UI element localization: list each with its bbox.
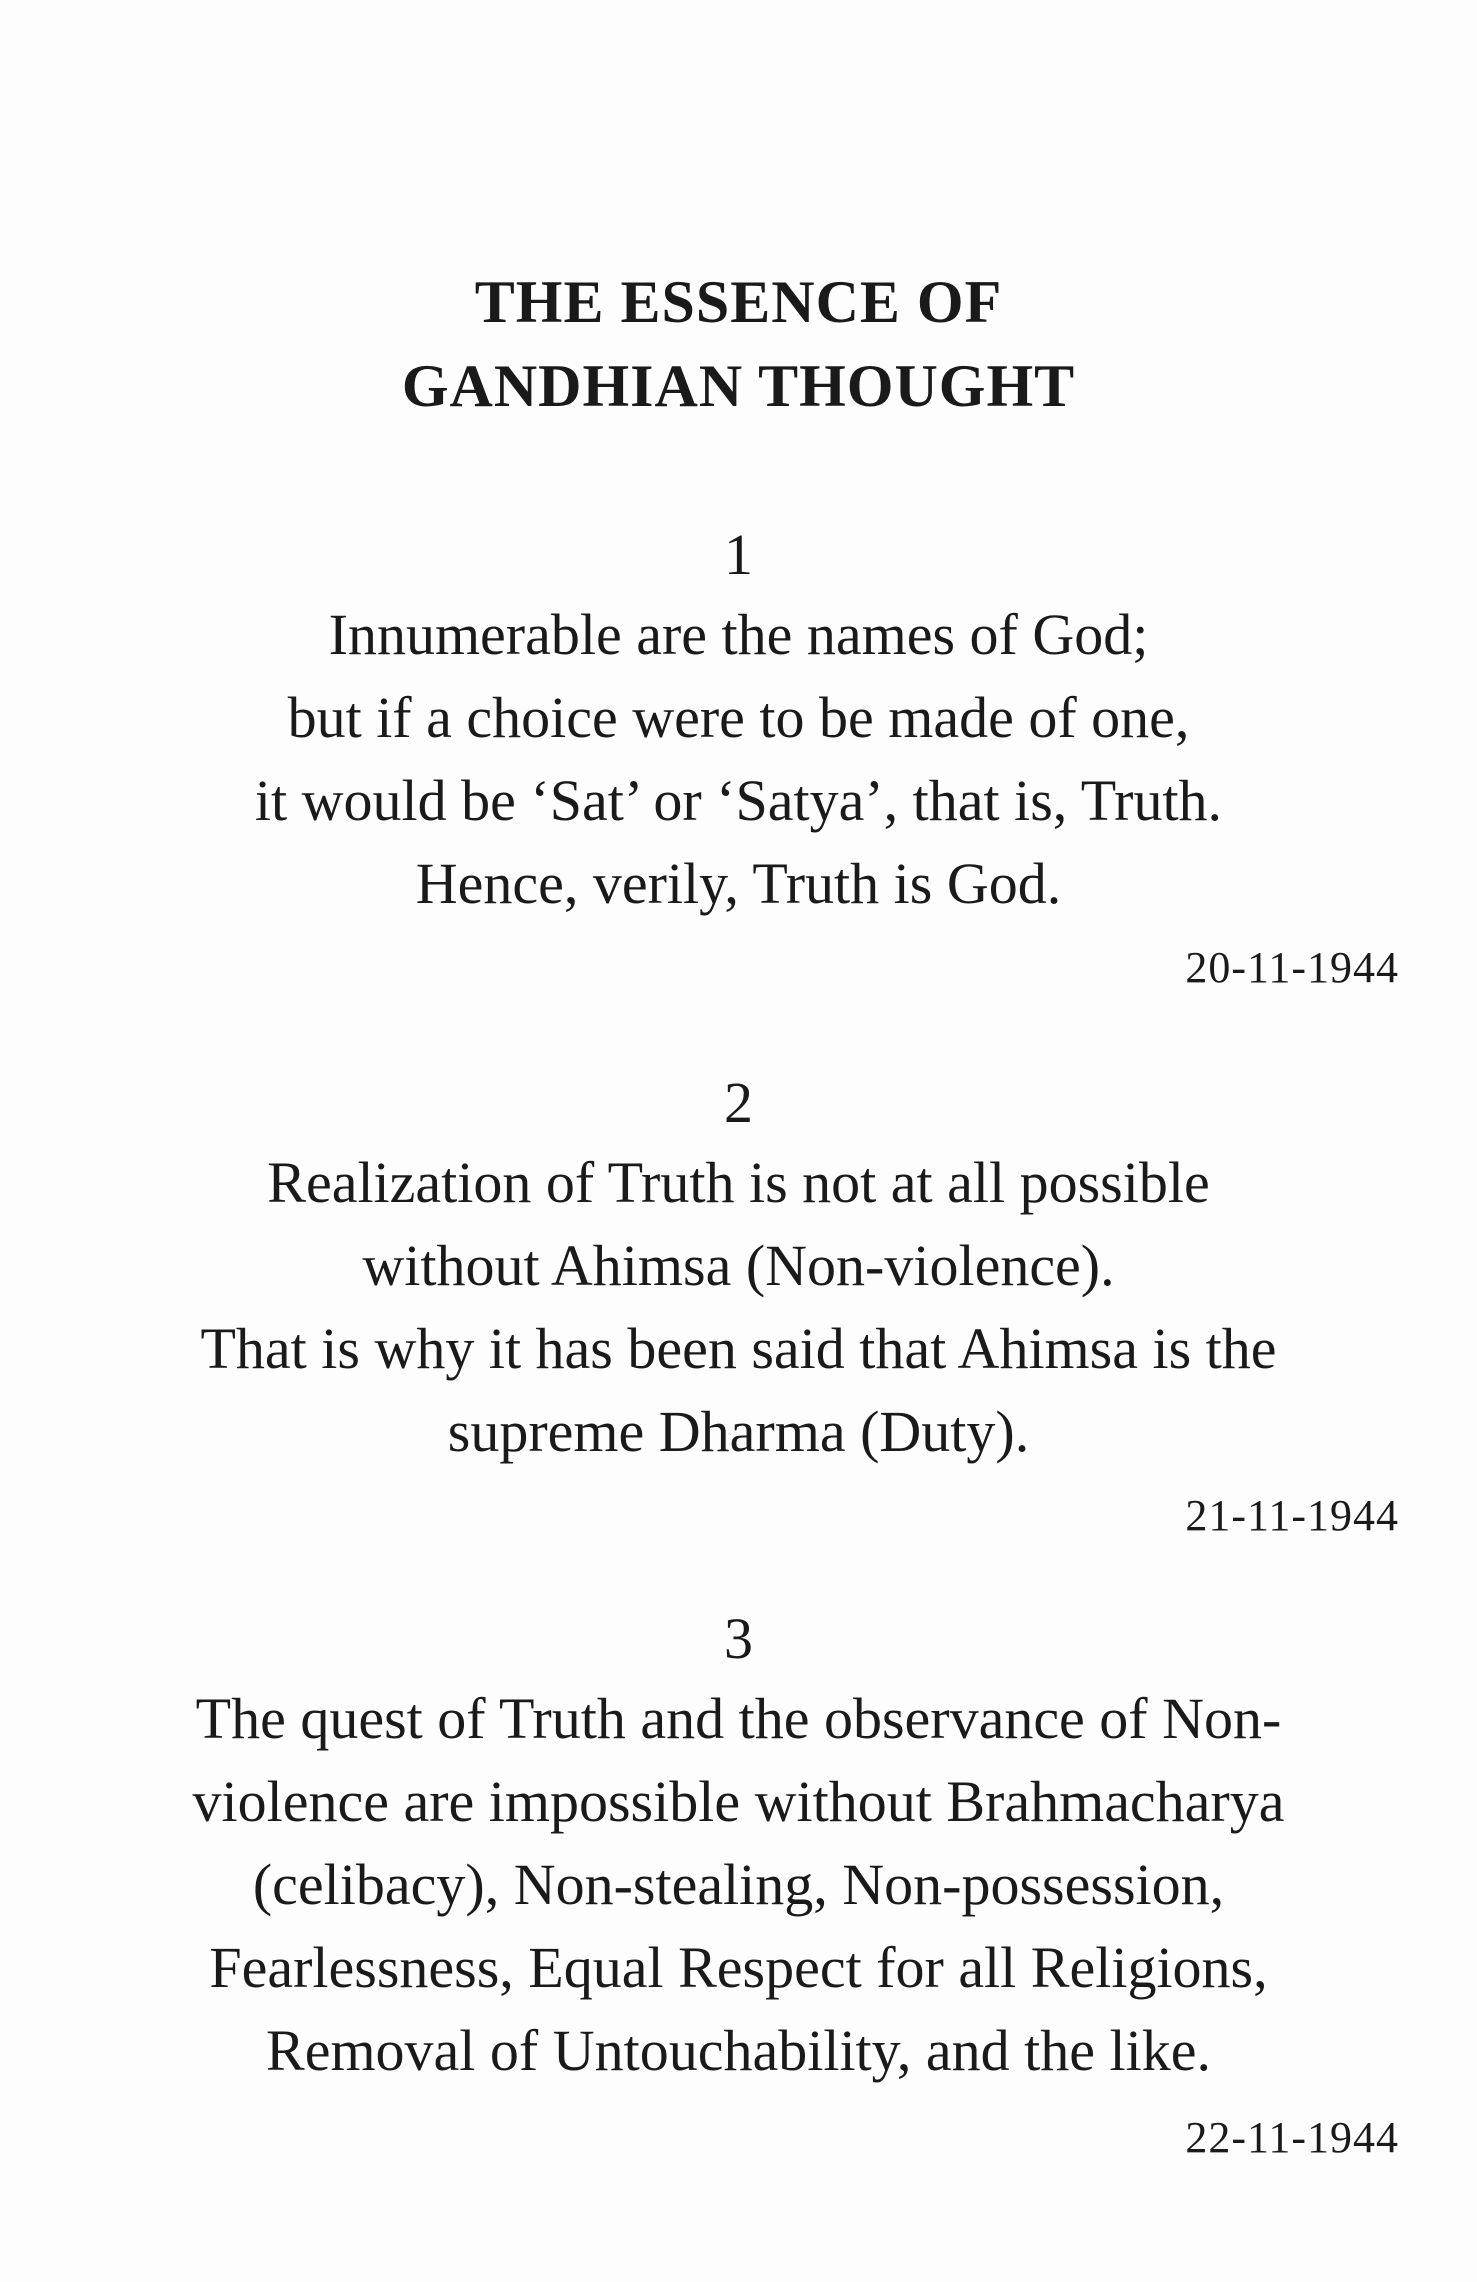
section-1-line-4: Hence, verily, Truth is God. bbox=[415, 851, 1062, 916]
section-1-number: 1 bbox=[724, 522, 753, 587]
section-2-line-4: supreme Dharma (Duty). bbox=[447, 1399, 1030, 1464]
section-2-number: 2 bbox=[724, 1070, 753, 1135]
section-1-line-3: it would be ‘Sat’ or ‘Satya’, that is, Truth. bbox=[254, 768, 1223, 833]
section-3-line-3: (celibacy), Non-stealing, Non-possession, bbox=[252, 1852, 1225, 1917]
section-1-date: 20-11-1944 bbox=[1185, 943, 1399, 992]
section-2-line-3: That is why it has been said that Ahimsa is the bbox=[200, 1316, 1277, 1381]
section-3-line-2: violence are impossible without Brahmacharya bbox=[192, 1769, 1285, 1834]
section-2-line-2: without Ahimsa (Non-violence). bbox=[362, 1233, 1115, 1298]
page-title-line-1: THE ESSENCE OF bbox=[474, 269, 1003, 335]
section-3-line-5: Removal of Untouchability, and the like. bbox=[266, 2018, 1211, 2083]
section-3-number: 3 bbox=[724, 1606, 753, 1671]
section-3-line-4: Fearlessness, Equal Respect for all Religions, bbox=[209, 1935, 1268, 2000]
section-1-line-1: Innumerable are the names of God; bbox=[328, 602, 1149, 667]
section-2-line-1: Realization of Truth is not at all possible bbox=[267, 1150, 1210, 1215]
section-3-date: 22-11-1944 bbox=[1185, 2113, 1399, 2162]
section-1-line-2: but if a choice were to be made of one, bbox=[287, 685, 1190, 750]
section-3-line-1: The quest of Truth and the observance of Non- bbox=[195, 1686, 1282, 1751]
page-title-line-2: GANDHIAN THOUGHT bbox=[401, 353, 1076, 419]
section-2-date: 21-11-1944 bbox=[1185, 1491, 1399, 1540]
